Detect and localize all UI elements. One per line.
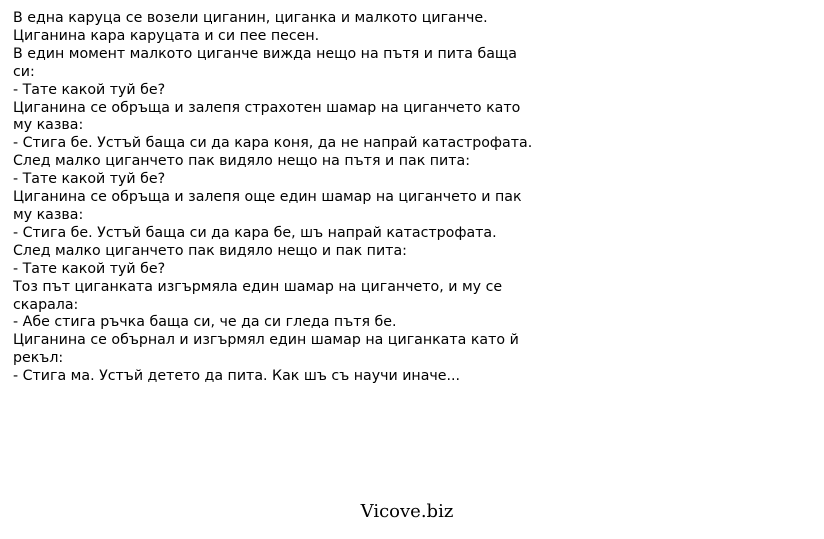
joke-text [13,10,593,386]
text-line: - Тате какой туй бе? [13,171,166,188]
text-line: скарала: [13,296,79,313]
text-line: - Стига бе. Устъй баща си да кара бе, шъ напрай катастрофата. [13,224,497,241]
text-line: - Тате какой туй бе? [13,260,166,277]
text-line: му казва: [13,206,84,223]
text-line: След малко циганчето пак видяло нещо на пътя и пак пита: [13,153,471,170]
text-line: рекъл: [13,350,64,367]
text-line: В една каруца се возели циганин, циганка и малкото циганче. [13,10,488,26]
text-line: му казва: [13,117,84,134]
text-line: - Абе стига ръчка баща си, че да си гледа пътя бе. [13,314,397,331]
text-line: Циганина кара каруцата и си пее песен. [13,27,320,44]
text-line: Тоз път циганката изгърмяла един шамар на циганчето, и му се [13,278,503,295]
text-line: След малко циганчето пак видяло нещо и пак пита: [13,242,407,259]
text-line: Циганина се обръща и залепя още един шамар на циганчето и пак [13,189,522,206]
text-line: В един момент малкото циганче вижда нещо на пътя и пита баща [13,45,517,62]
text-line: Циганина се обръща и залепя страхотен шамар на циганчето като [13,99,521,116]
text-line: - Стига бе. Устъй баща си да кара коня, да не напрай катастрофата. [13,135,533,152]
site-watermark: Vicove.biz [360,501,454,522]
text-line: Циганина се обърнал и изгърмял един шамар на циганката като й [13,332,519,349]
text-line: - Стига ма. Устъй детето да пита. Как шъ съ научи иначе... [13,368,461,385]
text-line: си: [13,63,35,80]
text-line: - Тате какой туй бе? [13,81,166,98]
